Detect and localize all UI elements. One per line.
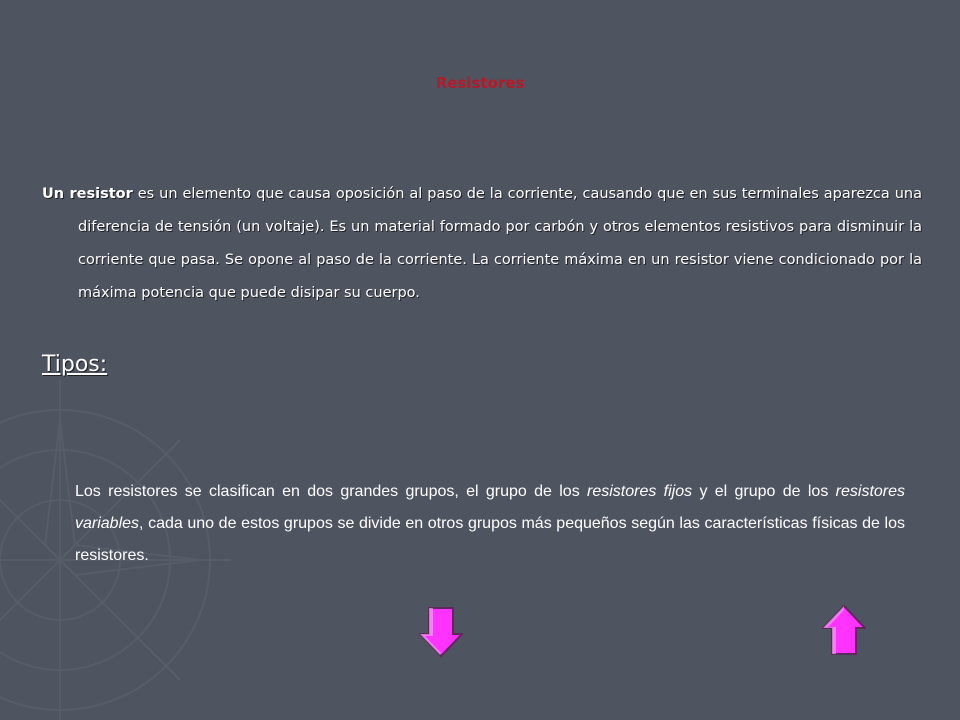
variable-resistors-term: resistores variables <box>75 483 906 532</box>
arrow-down-icon[interactable] <box>419 606 463 658</box>
fixed-resistors-term: resistores fijos <box>587 483 693 500</box>
intro-text: es un elemento que causa oposición al paso de la corriente, causando que en sus terminales aparezca una diferencia de tensión (un voltaje). Es un material formado por carbón y otros elementos resistivos para disminuir la corriente que pasa. Se opone al paso de la corriente. La corriente máxima en un resistor viene condicionado por la máxima potencia que puede disipar su cuerpo. <box>78 186 923 301</box>
classification-text-1: Los resistores se clasifican en dos grandes grupos, el grupo de los <box>75 483 588 500</box>
classification-text-2: y el grupo de los <box>692 483 836 500</box>
classification-paragraph <box>75 476 905 572</box>
intro-paragraph <box>42 178 922 310</box>
arrow-up-icon[interactable] <box>822 604 866 656</box>
resistor-term: Un resistor <box>42 186 133 202</box>
classification-text-3: , cada uno de estos grupos se divide en otros grupos más pequeños según las características físicas de los resistores. <box>75 515 905 564</box>
slide-title: Resistores <box>435 74 525 92</box>
types-heading: Tipos: <box>42 352 108 377</box>
